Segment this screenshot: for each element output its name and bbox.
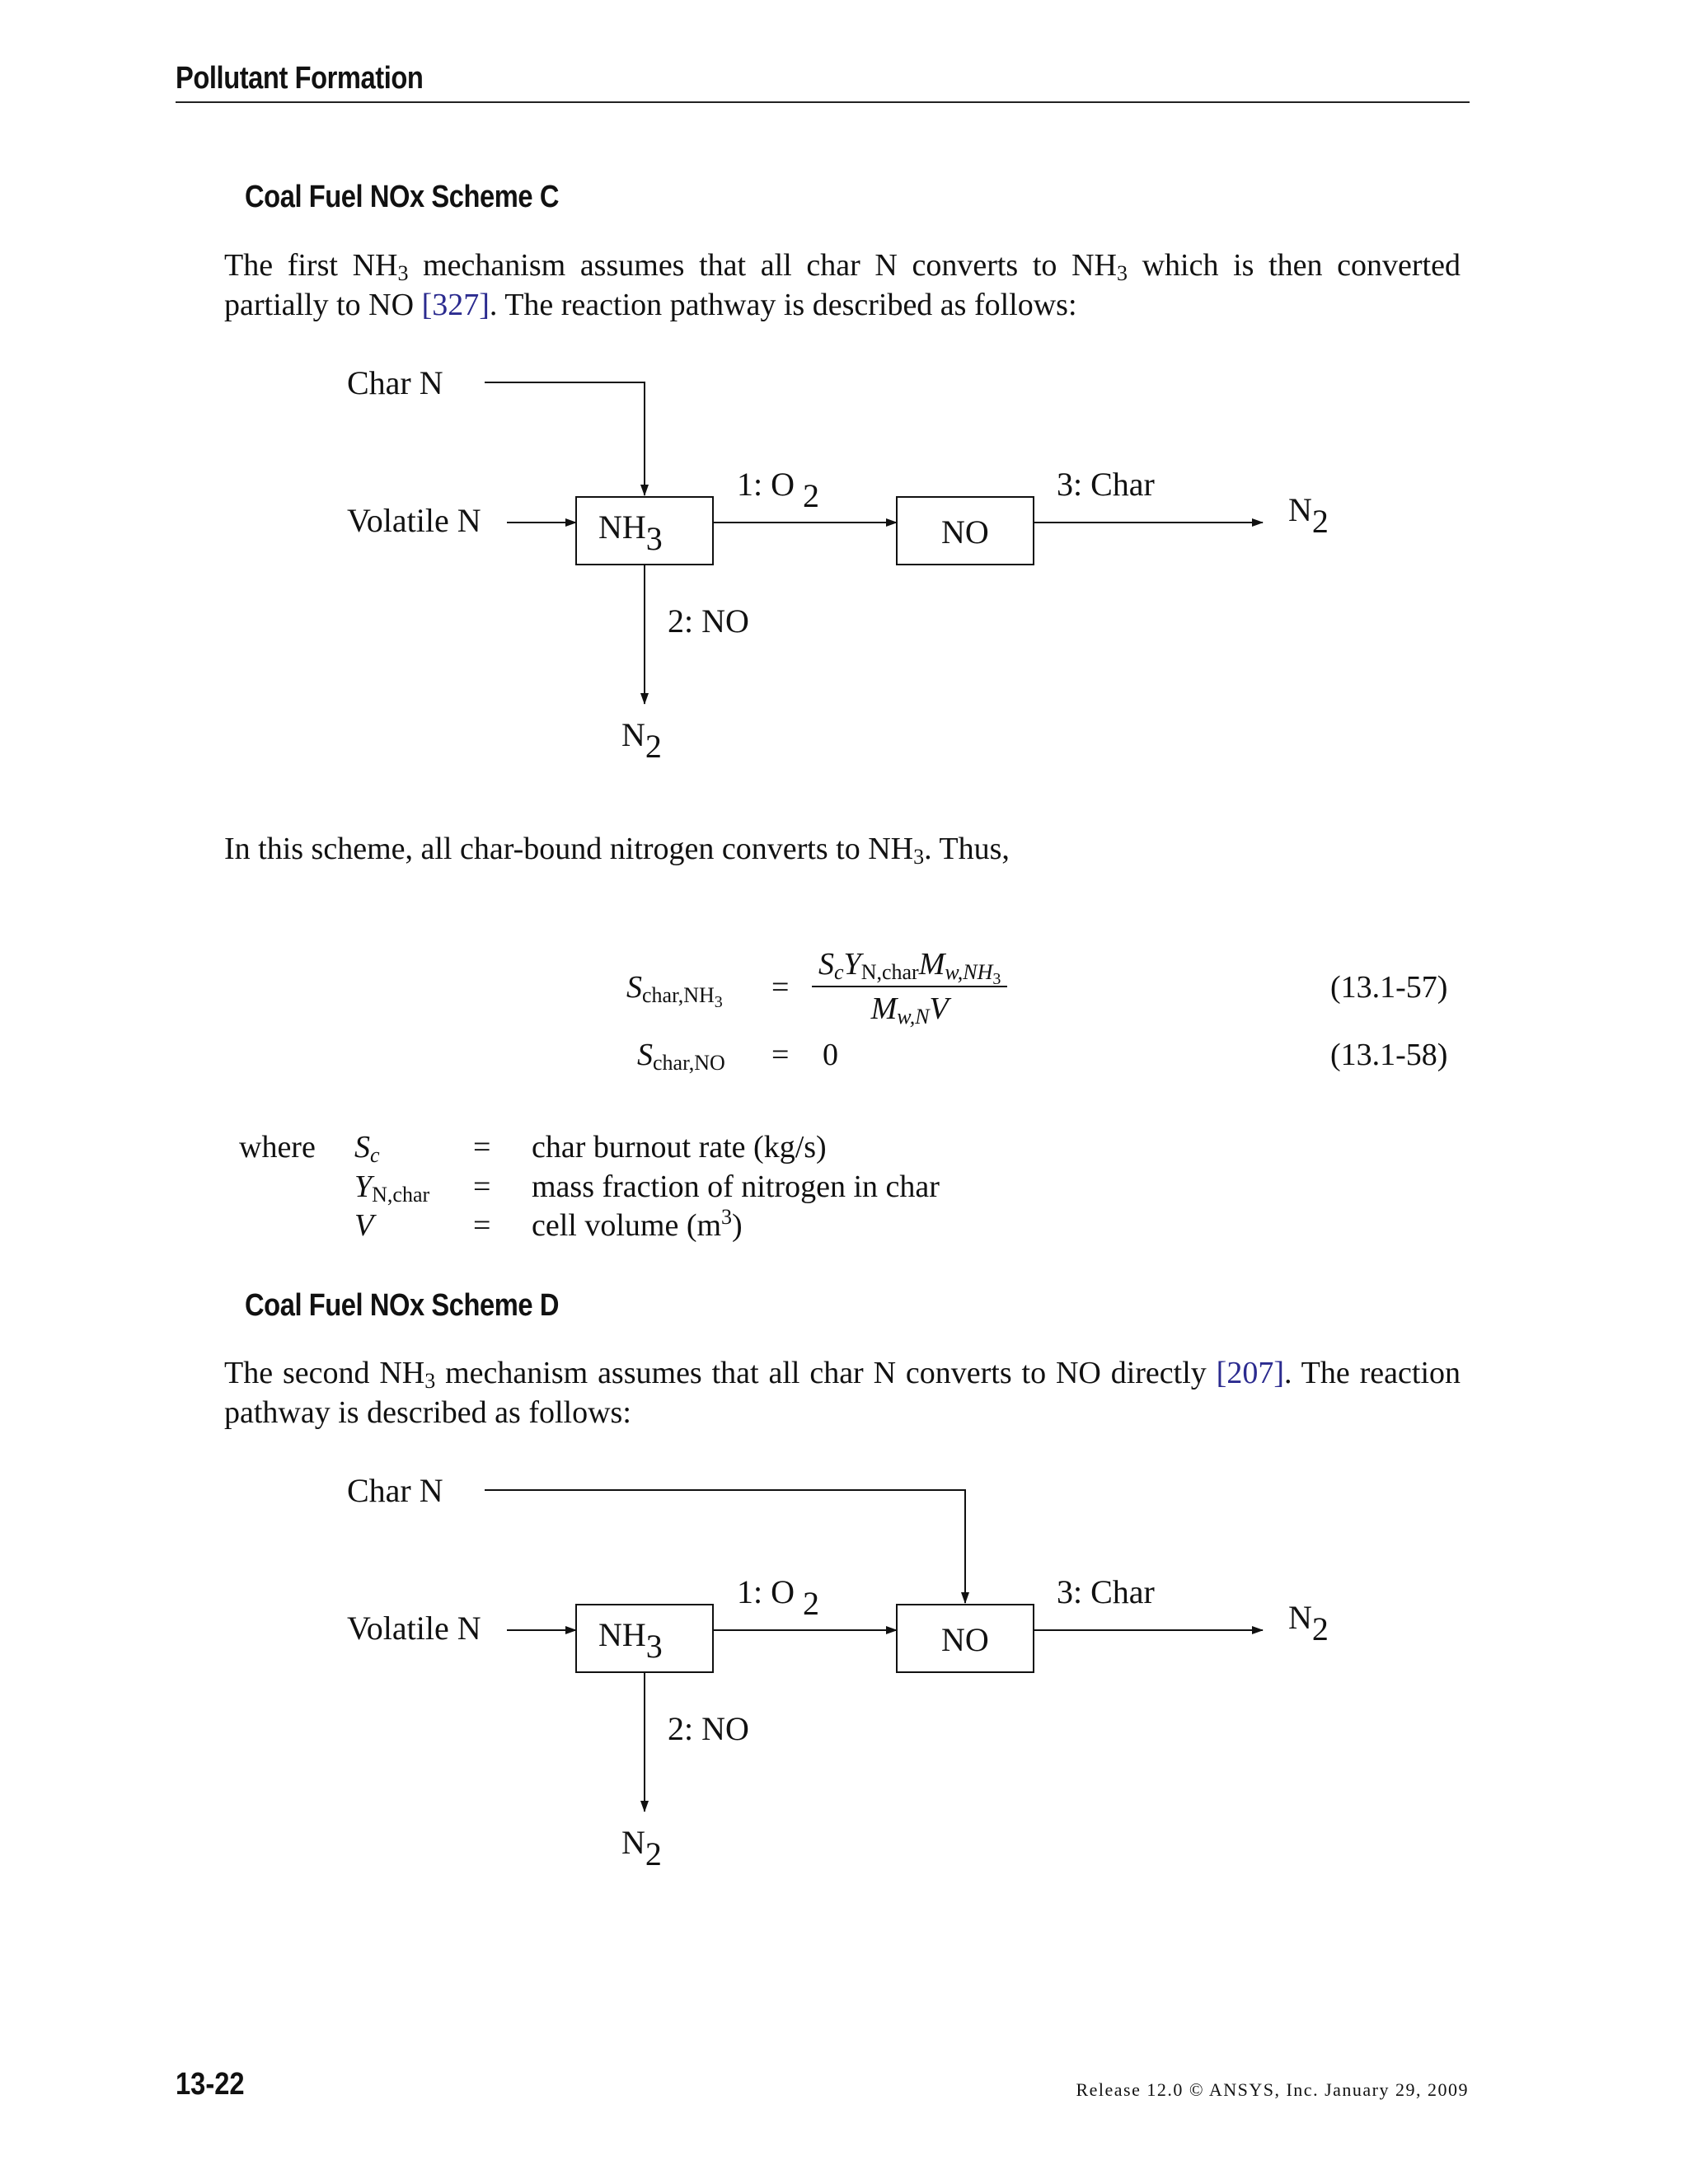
equation-58-rhs: 0 xyxy=(823,1038,838,1072)
equation-58-lhs: $S_{char,NO}$ xyxy=(637,1038,725,1075)
where-desc-sc: char burnout rate (kg/s) xyxy=(532,1130,827,1165)
char-n-arrow xyxy=(485,1490,965,1603)
nh3-label: NH3 xyxy=(598,1616,663,1665)
n2-right-label: N2 xyxy=(1288,491,1329,540)
where-equals: = xyxy=(473,1130,491,1165)
n2-bottom-label: N2 xyxy=(621,1824,662,1872)
header-rule xyxy=(176,101,1470,103)
where-equals: = xyxy=(473,1169,491,1204)
where-desc-v: cell volume $(m^3)$ xyxy=(532,1205,743,1243)
n2-bottom-label: N2 xyxy=(621,716,662,765)
reaction3-label: 3: Char xyxy=(1057,466,1155,503)
scheme-d-intro-paragraph: The second $NH_3$ mechanism assumes that all char N converts to NO directly [207]. The reaction pathway is described as follows: xyxy=(224,1356,1461,1430)
equation-58-equals: = xyxy=(771,1038,790,1072)
char-n-arrow xyxy=(485,382,645,495)
diagram-lines xyxy=(0,363,1688,791)
section-heading-scheme-d: Coal Fuel NOx Scheme D xyxy=(245,1288,559,1323)
equation-58-number: (13.1-58) xyxy=(1330,1038,1448,1072)
reaction2-label: 2: NO xyxy=(668,1710,749,1747)
equation-57-equals: = xyxy=(771,970,790,1005)
where-symbol-sc: $S_c$ xyxy=(354,1130,380,1167)
reaction-diagram-scheme-d xyxy=(0,1470,1688,1899)
char-n-label: Char N xyxy=(347,364,443,401)
scheme-c-after-paragraph: In this scheme, all char-bound nitrogen converts to $NH_3$. Thus, xyxy=(224,832,1010,869)
where-equals: = xyxy=(473,1208,491,1243)
reaction1-label: 1: O 2 xyxy=(737,1573,819,1622)
equation-57-rhs: $\frac{S_cY_{N,char}M_{w,NH3}}{M_{w,N}V}$ xyxy=(812,946,1007,1027)
no-box-label: NO xyxy=(941,513,989,551)
diagram-lines xyxy=(0,1470,1688,1899)
where-label: where xyxy=(239,1130,316,1165)
citation-link[interactable]: [327] xyxy=(421,288,490,322)
reaction-diagram-scheme-c xyxy=(0,363,1688,791)
where-symbol-ynchar: $Y_{N,char}$ xyxy=(354,1169,430,1207)
where-desc-ynchar: mass fraction of nitrogen in char xyxy=(532,1169,940,1204)
no-box-label: NO xyxy=(941,1621,989,1658)
reaction2-label: 2: NO xyxy=(668,602,749,640)
equation-57-lhs: $S_{char,NH3}$ xyxy=(626,970,723,1011)
scheme-c-intro-paragraph: The first $NH_3$ mechanism assumes that all char N converts to $NH_3$ which is then converted partially to NO [327]. The reaction pathway is described as follows: xyxy=(224,248,1461,322)
reaction3-label: 3: Char xyxy=(1057,1573,1155,1610)
equation-57-number: (13.1-57) xyxy=(1330,970,1448,1005)
citation-link[interactable]: [207] xyxy=(1216,1356,1284,1390)
page-number: 13-22 xyxy=(176,2067,245,2102)
nh3-label: NH3 xyxy=(598,509,663,557)
n2-right-label: N2 xyxy=(1288,1599,1329,1647)
where-symbol-v: V xyxy=(354,1208,374,1243)
char-n-label: Char N xyxy=(347,1472,443,1509)
volatile-n-label: Volatile N xyxy=(347,1610,481,1647)
running-header-title: Pollutant Formation xyxy=(176,61,424,96)
section-heading-scheme-c: Coal Fuel NOx Scheme C xyxy=(245,180,559,214)
volatile-n-label: Volatile N xyxy=(347,502,481,539)
reaction1-label: 1: O 2 xyxy=(737,466,819,514)
release-info: Release 12.0 © ANSYS, Inc. January 29, 2009 xyxy=(1076,2079,1469,2100)
